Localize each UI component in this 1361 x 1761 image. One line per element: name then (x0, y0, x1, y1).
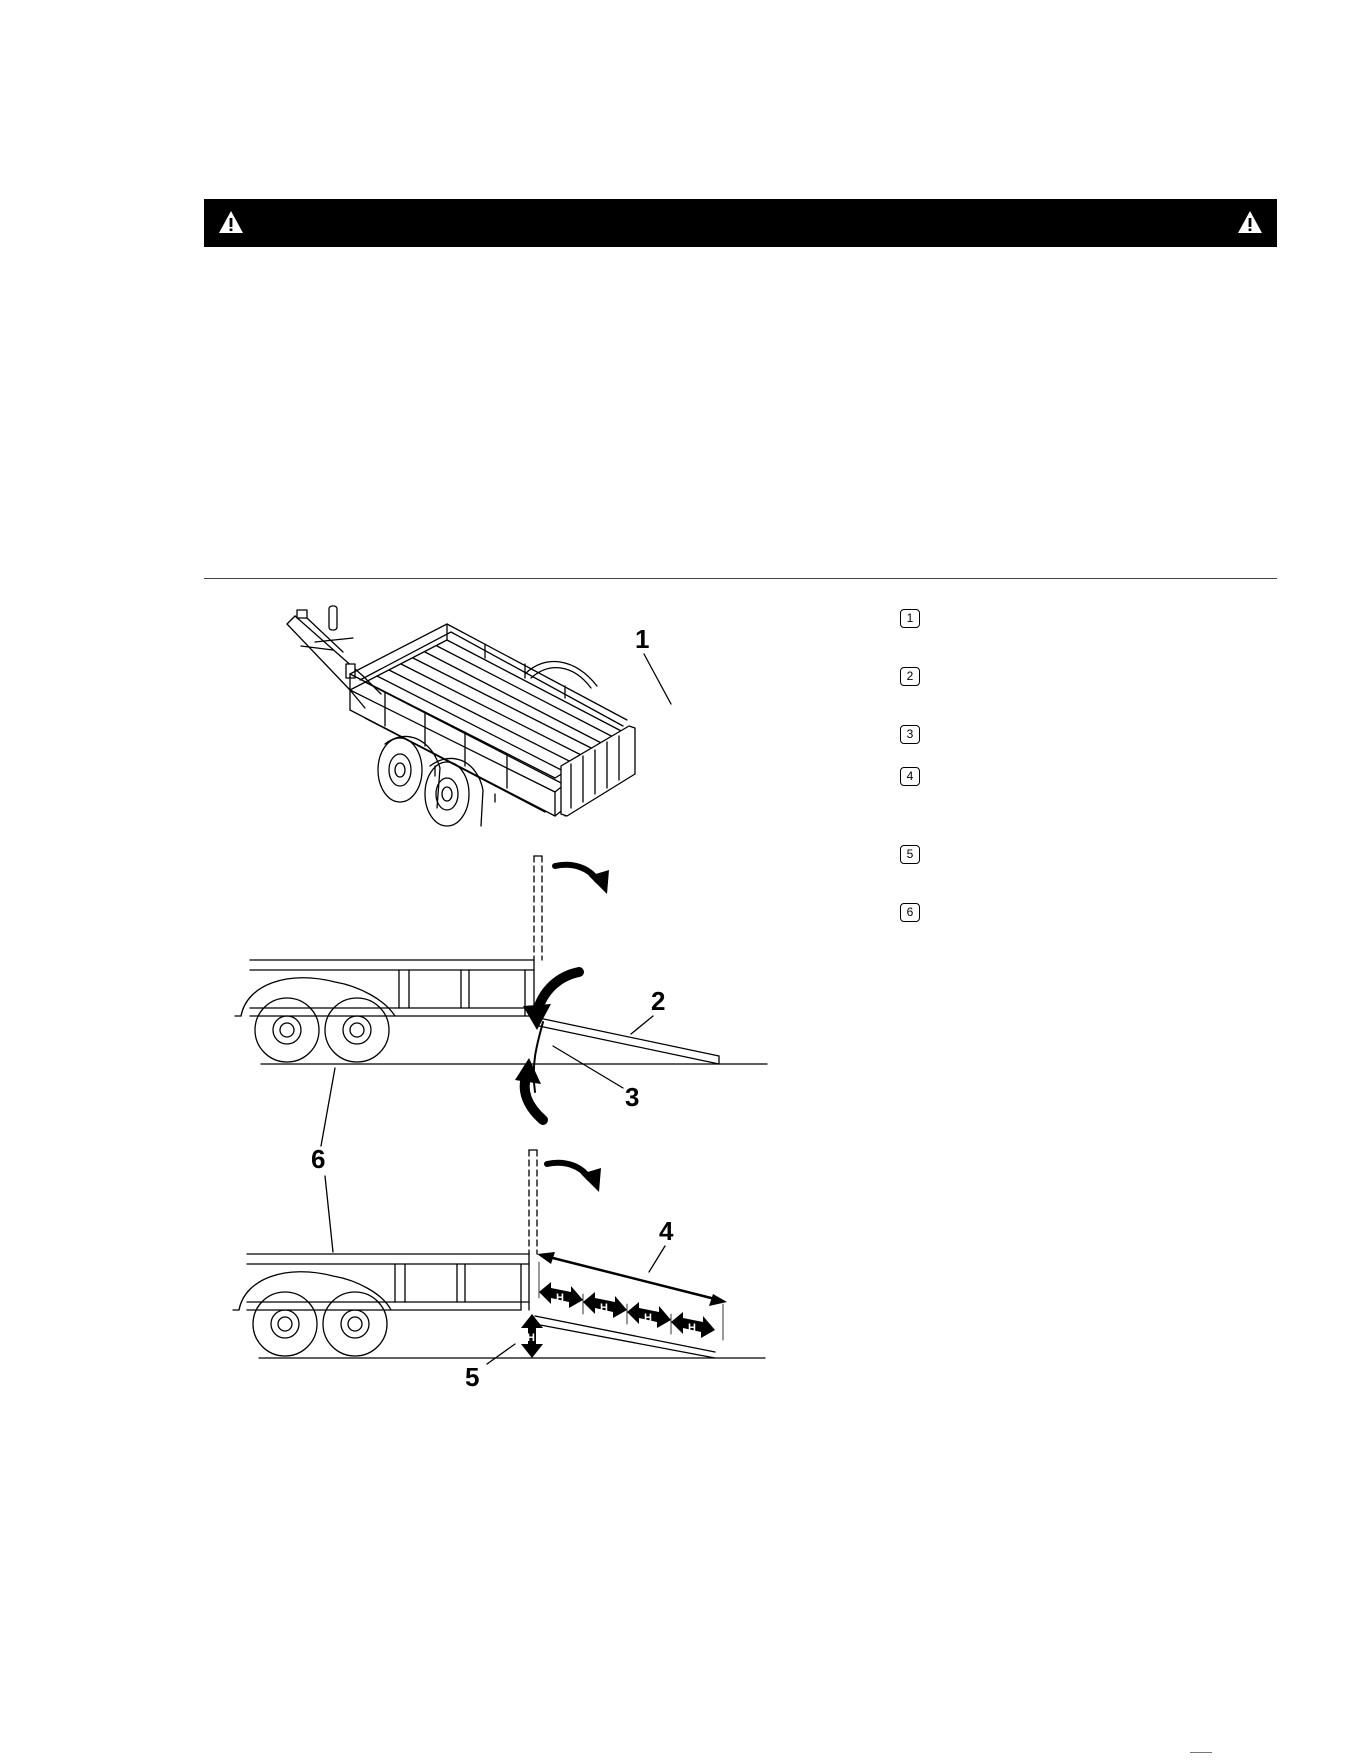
callout-6-leader-bottom (325, 1176, 333, 1252)
trailer-isometric-illustration (287, 606, 635, 826)
legend-number: 1 (900, 609, 920, 628)
legend-item (900, 903, 1254, 922)
legend-number: 5 (900, 845, 920, 864)
callout-4: 4 (659, 1216, 674, 1246)
legend-item (900, 767, 1254, 786)
callout-5: 5 (465, 1362, 480, 1392)
callout-1-leader (644, 654, 671, 704)
legend-number: 2 (900, 667, 920, 686)
trailer-side-view-ramp-down (235, 856, 767, 1120)
warning-triangle-icon (218, 210, 244, 234)
callout-2: 2 (651, 986, 666, 1016)
h-label: H (556, 1292, 564, 1304)
callout-4-leader (649, 1246, 665, 1272)
legend-item (900, 667, 1254, 686)
trailer-side-view-measurement (233, 1150, 765, 1358)
callout-3-leader (553, 1046, 623, 1088)
callout-6: 6 (311, 1144, 326, 1174)
legend-item (900, 609, 1254, 628)
legend-item (900, 725, 1254, 744)
warning-triangle-icon (1237, 210, 1263, 234)
legend-number: 6 (900, 903, 920, 922)
h-label: H (600, 1302, 608, 1314)
callout-3: 3 (625, 1082, 640, 1112)
footer-mark (1190, 1752, 1212, 1753)
h-label: H (688, 1322, 696, 1334)
h-label: H (644, 1312, 652, 1324)
callout-5-leader (487, 1344, 515, 1364)
legend-item (900, 845, 1254, 864)
section-divider (204, 578, 1277, 579)
legend-number: 4 (900, 767, 920, 786)
warning-header (204, 199, 1277, 247)
callout-6-leader-top (321, 1068, 335, 1146)
h-label: H (527, 1332, 535, 1344)
warning-body (204, 262, 1277, 562)
legend-number: 3 (900, 725, 920, 744)
trailer-ramp-figure (225, 598, 790, 1428)
callout-1: 1 (635, 624, 650, 654)
callout-2-leader (631, 1016, 653, 1034)
